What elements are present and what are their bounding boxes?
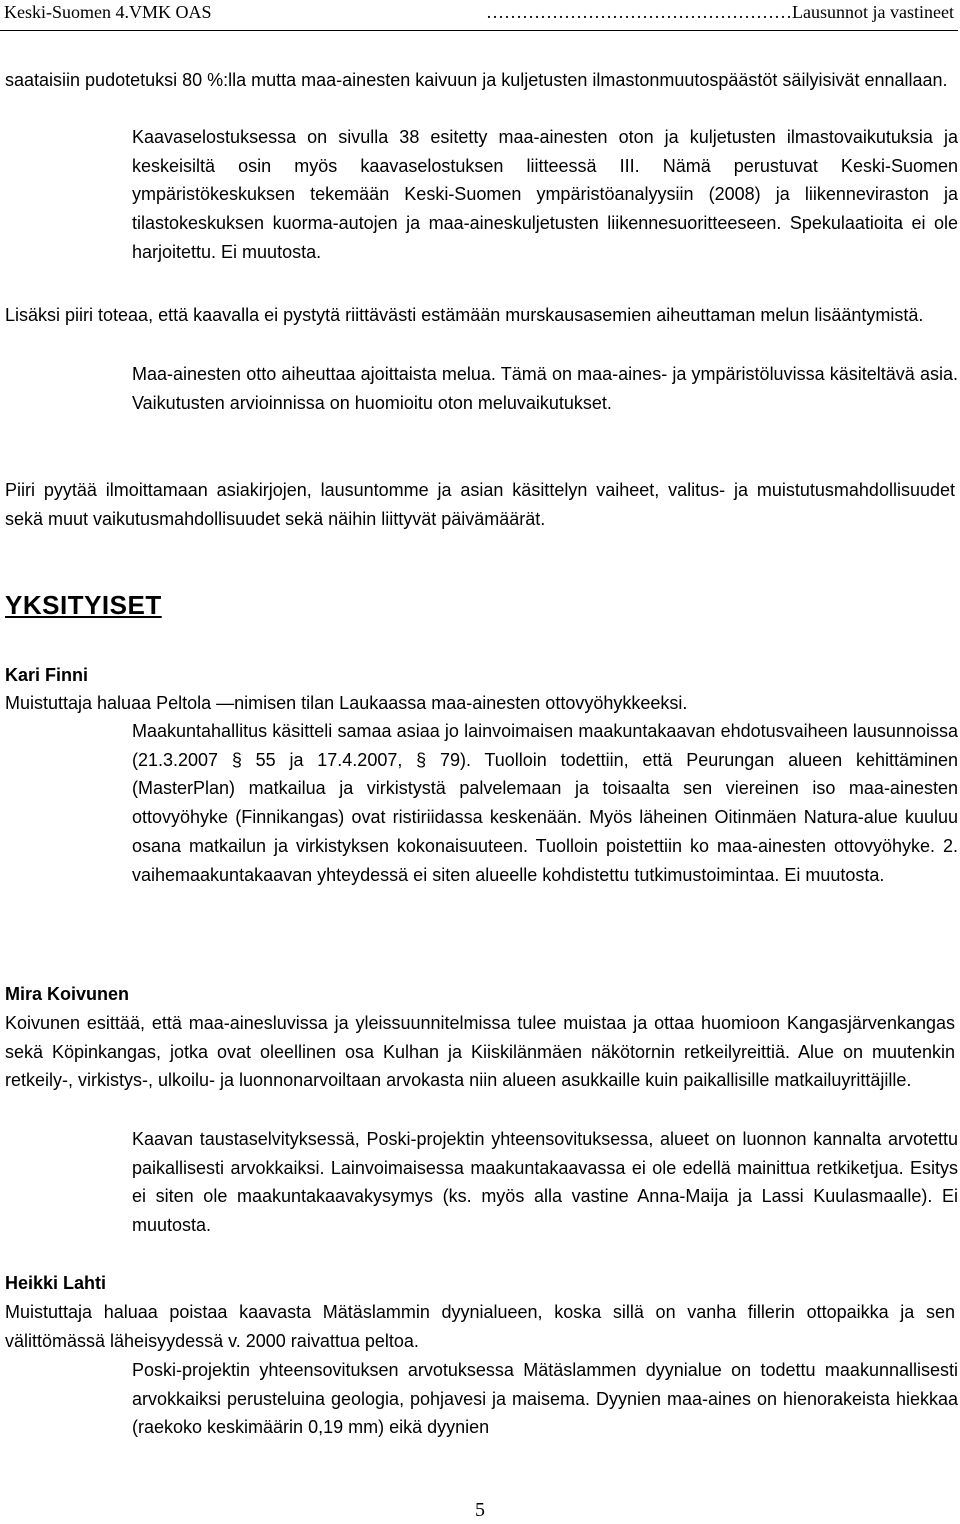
statement-paragraph: Lisäksi piiri toteaa, että kaavalla ei pystytä riittävästi estämään murskausasemien aiheuttaman melun lisääntymistä.: [5, 305, 924, 325]
statement-paragraph: saataisiin pudotetuksi 80 %:lla mutta maa-ainesten kaivuun ja kuljetusten ilmastonmuutospäästöt säilyisivät ennallaan.: [5, 70, 948, 90]
response-paragraph: Maakuntahallitus käsitteli samaa asiaa jo lainvoimaisen maakuntakaavan ehdotusvaiheen lausunnoissa (21.3.2007 § 55 ja 17.4.2007, § 79). Tuolloin todettiin, että Peurungan alueen kehittäminen (MasterPlan) matkailua ja virkistystä palvelemaan ja toisaalta sen viereinen iso maa-ainesten ottovyöhyke (Finnikangas) ovat ristiriidassa keskenään. Myös läheinen Oitinmäen Natura-alue kuuluu osana matkailun ja virkistyksen kokonaisuuteen. Tuolloin poistettiin ko maa-ainesten ottovyöhyke. 2. vaihemaakuntakaavan yhteydessä ei siten alueelle kohdistettu tutkimustoimintaa. Ei muutosta.: [132, 721, 958, 885]
response-paragraph: Kaavan taustaselvityksessä, Poski-projektin yhteensovituksessa, alueet on luonnon kannalta arvotettu paikallisesti arvokkaiksi. Lainvoimaisessa maakuntakaavassa ei ole edellä mainittua retkiketjua. Esitys ei siten ole maakuntakaavakysymys (ks. myös alla vastine Anna-Maija ja Lassi Kuulasmaalle). Ei muutosta.: [132, 1129, 958, 1236]
statement-paragraph: Muistuttaja haluaa poistaa kaavasta Mätäslammin dyynialueen, koska sillä on vanha fillerin ottopaikka ja sen välittömässä läheisyydessä v. 2000 raivattua peltoa.: [5, 1302, 955, 1351]
header-document-title: Keski-Suomen 4.VMK OAS: [4, 2, 212, 22]
statement-paragraph: Muistuttaja haluaa Peltola —nimisen tilan Laukaassa maa-ainesten ottovyöhykkeeksi.: [5, 693, 688, 713]
response-paragraph: Poski-projektin yhteensovituksen arvotuksessa Mätäslammen dyynialue on todettu maakunnallisesti arvokkaiksi perusteluina geologia, pohjavesi ja maisema. Dyynien maa-aines on hienorakeista hiekkaa (raekoko keskimäärin 0,19 mm) eikä dyynien: [132, 1360, 958, 1438]
page-header: [0, 0, 958, 31]
section-title: YKSITYISET: [5, 590, 162, 620]
response-paragraph: Maa-ainesten otto aiheuttaa ajoittaista melua. Tämä on maa-aines- ja ympäristöluvissa käsiteltävä asia. Vaikutusten arvioinnissa on huomioitu oton meluvaikutukset.: [132, 364, 958, 413]
commenter-name: Kari Finni: [5, 665, 89, 685]
page-number: 5: [475, 1499, 485, 1521]
statement-paragraph: Koivunen esittää, että maa-ainesluvissa ja yleissuunnitelmissa tulee muistaa ja ottaa huomioon Kangasjärvenkangas sekä Köpinkangas, jotka ovat oleellinen osa Kulhan ja Kiiskilänmäen näkötornin retkeilyreittiä. Alue on muutenkin retkeily-, virkistys-, ulkoilu- ja luonnonarvoiltaan arvokasta niin alueen asukkaille kuin paikallisille matkailuyrittäjille.: [5, 1013, 955, 1091]
response-paragraph: Kaavaselostuksessa on sivulla 38 esitetty maa-ainesten oton ja kuljetusten ilmastovaikutuksia ja keskeisiltä osin myös kaavaselostuksen liitteessä III. Nämä perustuvat Keski-Suomen ympäristökeskuksen tekemään Keski-Suomen ympäristöanalyysiin (2008) ja liikenneviraston ja tilastokeskuksen kuorma-autojen ja maa-aineskuljetusten liikennesuoritteeseen. Spekulaatioita ei ole harjoitettu. Ei muutosta.: [132, 127, 958, 262]
header-section-title: ……………………………………………Lausunnot ja vastineet: [486, 2, 954, 22]
commenter-name: Heikki Lahti: [5, 1273, 107, 1293]
statement-paragraph: Piiri pyytää ilmoittamaan asiakirjojen, lausuntomme ja asian käsittelyn vaiheet, valitus- ja muistutusmahdollisuudet sekä muut vaikutusmahdollisuudet sekä näihin liittyvät päivämäärät.: [5, 480, 955, 529]
commenter-name: Mira Koivunen: [5, 984, 130, 1004]
